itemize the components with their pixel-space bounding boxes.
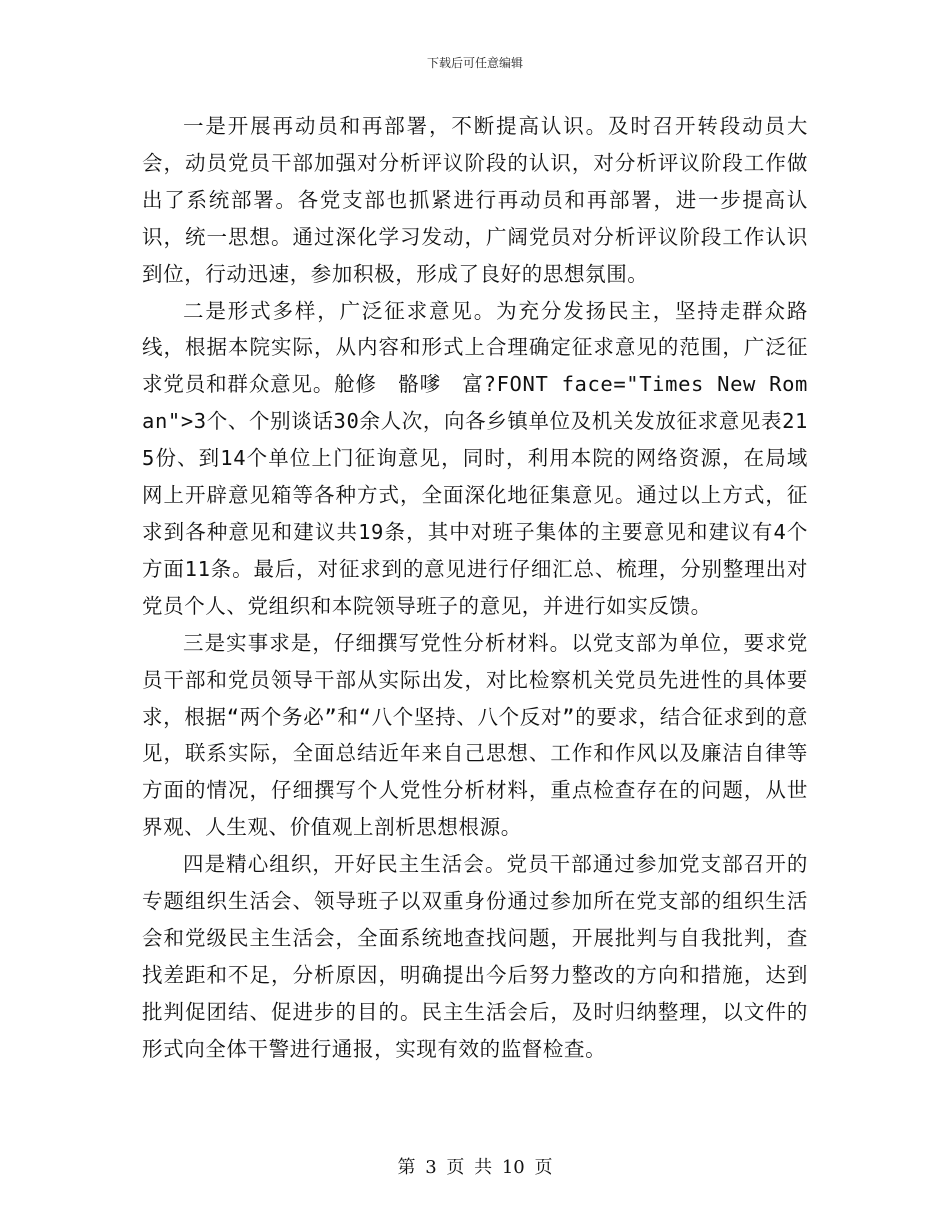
paragraph-1: 一是开展再动员和再部署，不断提高认识。及时召开转段动员大会，动员党员干部加强对分析评议阶段的认识，对分析评议阶段工作做出了系统部署。各党支部也抓紧进行再动员和再部署，进一步提高认识，统一思想。通过深化学习发动，广阔党员对分析评议阶段工作认识到位，行动迅速，参加积极，形成了良好的思想氛围。 <box>142 114 808 286</box>
page-number: 第 3 页 共 10 页 <box>397 1157 553 1178</box>
paragraph-4: 四是精心组织，开好民主生活会。党员干部通过参加党支部召开的专题组织生活会、领导班子以双重身份通过参加所在党支部的组织生活会和党级民主生活会，全面系统地查找问题，开展批判与自我批判，查找差距和不足，分析原因，明确提出今后努力整改的方向和措施，达到批判促团结、促进步的目的。民主生活会后，及时归纳整理，以文件的形式向全体干警进行通报，实现有效的监督检查。 <box>142 852 808 1061</box>
paragraph-2: 二是形式多样，广泛征求意见。为充分发扬民主，坚持走群众路线，根据本院实际，从内容和形式上合理确定征求意见的范围，广泛征求党员和群众意见。舱修 骼嗲 富?FONT face="Times New Roman">3个、个别谈话30余人次，向各乡镇单位及机关发放征求意见表215份、到14个单位上门征询意见，同时，利用本院的网络资源，在局域网上开辟意见箱等各种方式，全面深化地征集意见。通过以上方式，征求到各种意见和建议共19条，其中对班子集体的主要意见和建议有4个方面11条。最后，对征求到的意见进行仔细汇总、梳理，分别整理出对党员个人、党组织和本院领导班子的意见，并进行如实反馈。 <box>142 298 808 618</box>
paragraph-3: 三是实事求是，仔细撰写党性分析材料。以党支部为单位，要求党员干部和党员领导干部从实际出发，对比检察机关党员先进性的具体要求，根据“两个务必”和“八个坚持、八个反对”的要求，结合征求到的意见，联系实际，全面总结近年来自己思想、工作和作风以及廉洁自律等方面的情况，仔细撰写个人党性分析材料，重点检查存在的问题，从世界观、人生观、价值观上剖析思想根源。 <box>142 630 808 840</box>
page-header-note: 下载后可任意编辑 <box>426 56 523 70</box>
document-body <box>142 108 808 1068</box>
